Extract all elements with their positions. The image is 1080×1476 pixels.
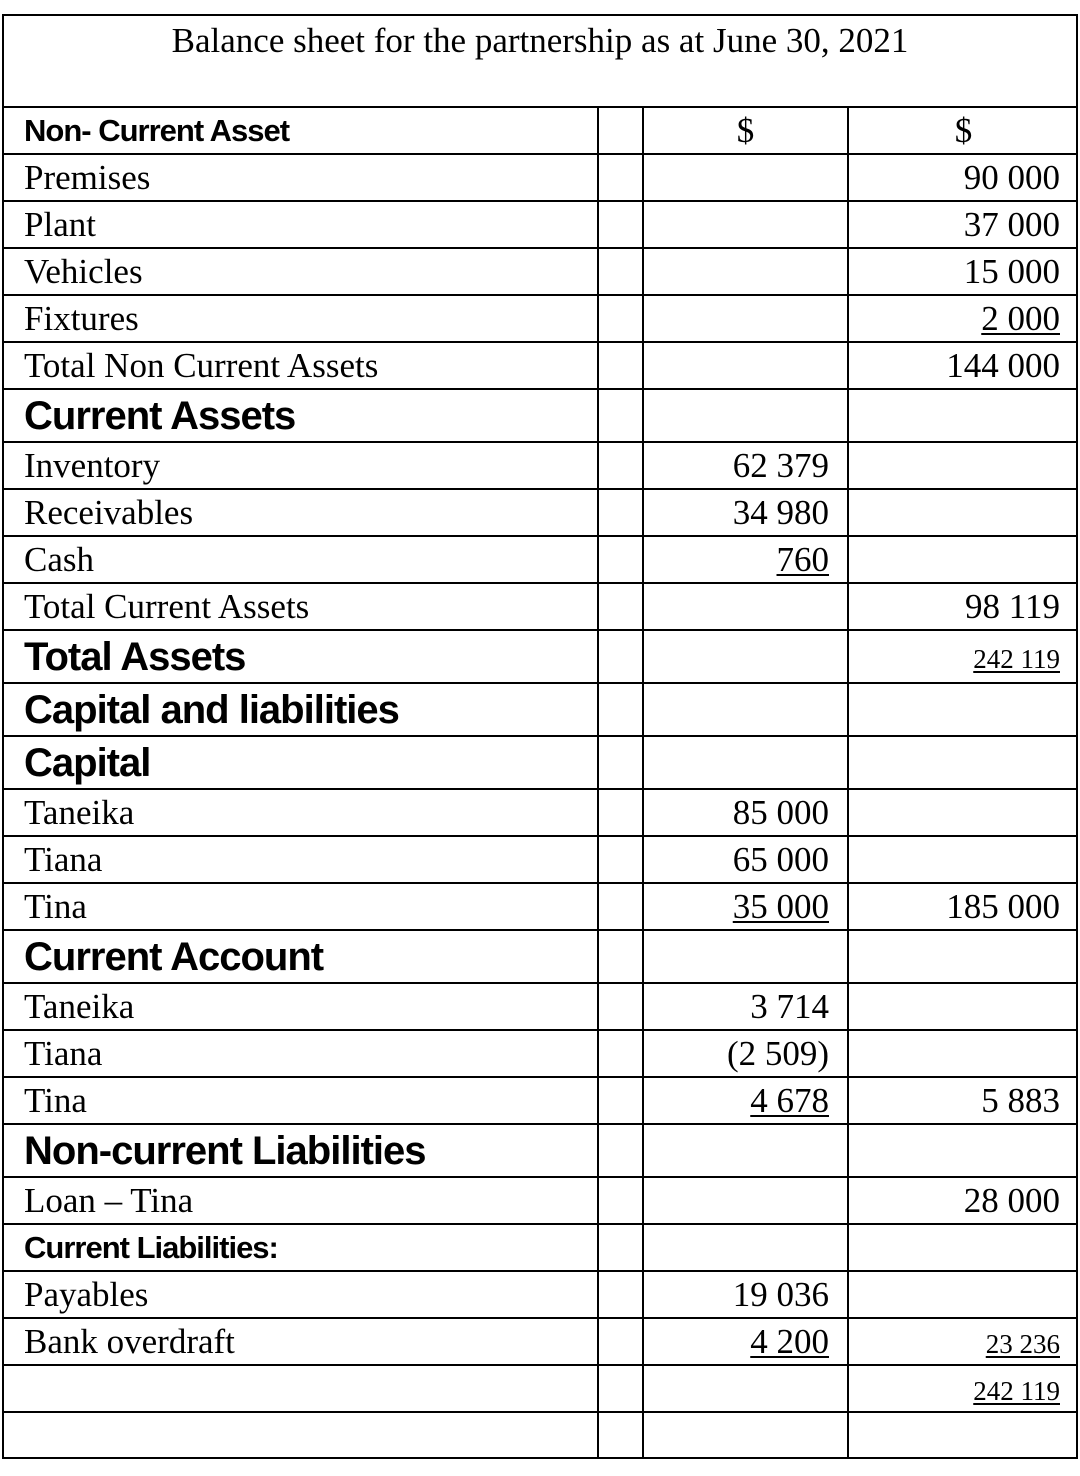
row-right-value: 28 000: [848, 1177, 1078, 1224]
right-column-header: $: [848, 108, 1078, 154]
table-row: [4, 583, 1078, 630]
row-label: Taneika: [4, 789, 598, 836]
section-heading-non-current-asset: Non- Current Asset: [24, 113, 290, 148]
row-mid-value: 3 714: [643, 983, 848, 1030]
row-label: Tina: [4, 883, 598, 930]
section-heading-capital-and-liabilities: Capital and liabilities: [4, 683, 598, 736]
section-heading-capital: Capital: [4, 736, 598, 789]
row-right-value: 2 000: [981, 299, 1060, 338]
grand-total-value: 242 119: [973, 1376, 1060, 1406]
table-row: [4, 736, 1078, 789]
row-label: Total Non Current Assets: [4, 342, 598, 389]
table-row: [4, 789, 1078, 836]
table-row: [4, 1177, 1078, 1224]
row-right-value: 23 236: [985, 1329, 1060, 1359]
row-label: Payables: [4, 1271, 598, 1318]
row-mid-value: 4 678: [750, 1081, 829, 1120]
row-right-value: 185 000: [848, 883, 1078, 930]
table-row: [4, 1077, 1078, 1124]
table-row: [4, 1124, 1078, 1177]
total-assets-value: 242 119: [973, 644, 1060, 674]
row-label: Plant: [4, 201, 598, 248]
table-row: [4, 836, 1078, 883]
row-right-value: 15 000: [848, 248, 1078, 295]
row-right-value: 90 000: [848, 154, 1078, 201]
balance-table: [4, 108, 1078, 1458]
row-label: Taneika: [4, 983, 598, 1030]
row-label: Loan – Tina: [4, 1177, 598, 1224]
section-heading-current-assets: Current Assets: [4, 389, 598, 442]
mid-column-header: $: [643, 108, 848, 154]
row-mid-value: 85 000: [643, 789, 848, 836]
row-label: Tiana: [4, 1030, 598, 1077]
table-row: [4, 683, 1078, 736]
row-mid-value: 19 036: [643, 1271, 848, 1318]
row-label: Receivables: [4, 489, 598, 536]
balance-sheet: [2, 14, 1078, 1459]
table-row: [4, 1224, 1078, 1271]
row-right-value: 98 119: [848, 583, 1078, 630]
table-row: [4, 1412, 1078, 1458]
section-heading-current-account: Current Account: [4, 930, 598, 983]
row-label: Bank overdraft: [4, 1318, 598, 1365]
row-label: Premises: [4, 154, 598, 201]
row-mid-value: 65 000: [643, 836, 848, 883]
section-heading-non-current-liabilities: Non-current Liabilities: [4, 1124, 598, 1177]
table-row: [4, 930, 1078, 983]
table-row: [4, 883, 1078, 930]
table-row: [4, 983, 1078, 1030]
row-label: Fixtures: [4, 295, 598, 342]
table-row: [4, 389, 1078, 442]
table-row: [4, 1318, 1078, 1365]
row-mid-value: 62 379: [643, 442, 848, 489]
table-row: [4, 154, 1078, 201]
table-row: [4, 1271, 1078, 1318]
row-label: Tiana: [4, 836, 598, 883]
sheet-title-box: [4, 16, 1076, 108]
table-row: [4, 630, 1078, 683]
row-label: Tina: [4, 1077, 598, 1124]
row-right-value: 144 000: [848, 342, 1078, 389]
total-assets-label: Total Assets: [4, 630, 598, 683]
row-mid-value: (2 509): [643, 1030, 848, 1077]
table-row: [4, 342, 1078, 389]
row-label: Vehicles: [4, 248, 598, 295]
section-heading-current-liabilities: Current Liabilities:: [4, 1224, 598, 1271]
table-row: [4, 108, 1078, 154]
sheet-title: Balance sheet for the partnership as at June 30, 2021: [171, 21, 909, 60]
table-row: [4, 536, 1078, 583]
row-mid-value: 34 980: [643, 489, 848, 536]
row-mid-value: 760: [776, 540, 829, 579]
table-row: [4, 248, 1078, 295]
row-right-value: 37 000: [848, 201, 1078, 248]
row-label: Cash: [4, 536, 598, 583]
row-mid-value: 35 000: [732, 887, 829, 926]
table-row: [4, 201, 1078, 248]
table-row: [4, 1365, 1078, 1412]
table-row: [4, 442, 1078, 489]
table-row: [4, 295, 1078, 342]
table-row: [4, 489, 1078, 536]
row-label: Total Current Assets: [4, 583, 598, 630]
row-label: Inventory: [4, 442, 598, 489]
table-row: [4, 1030, 1078, 1077]
row-right-value: 5 883: [848, 1077, 1078, 1124]
row-mid-value: 4 200: [750, 1322, 829, 1361]
